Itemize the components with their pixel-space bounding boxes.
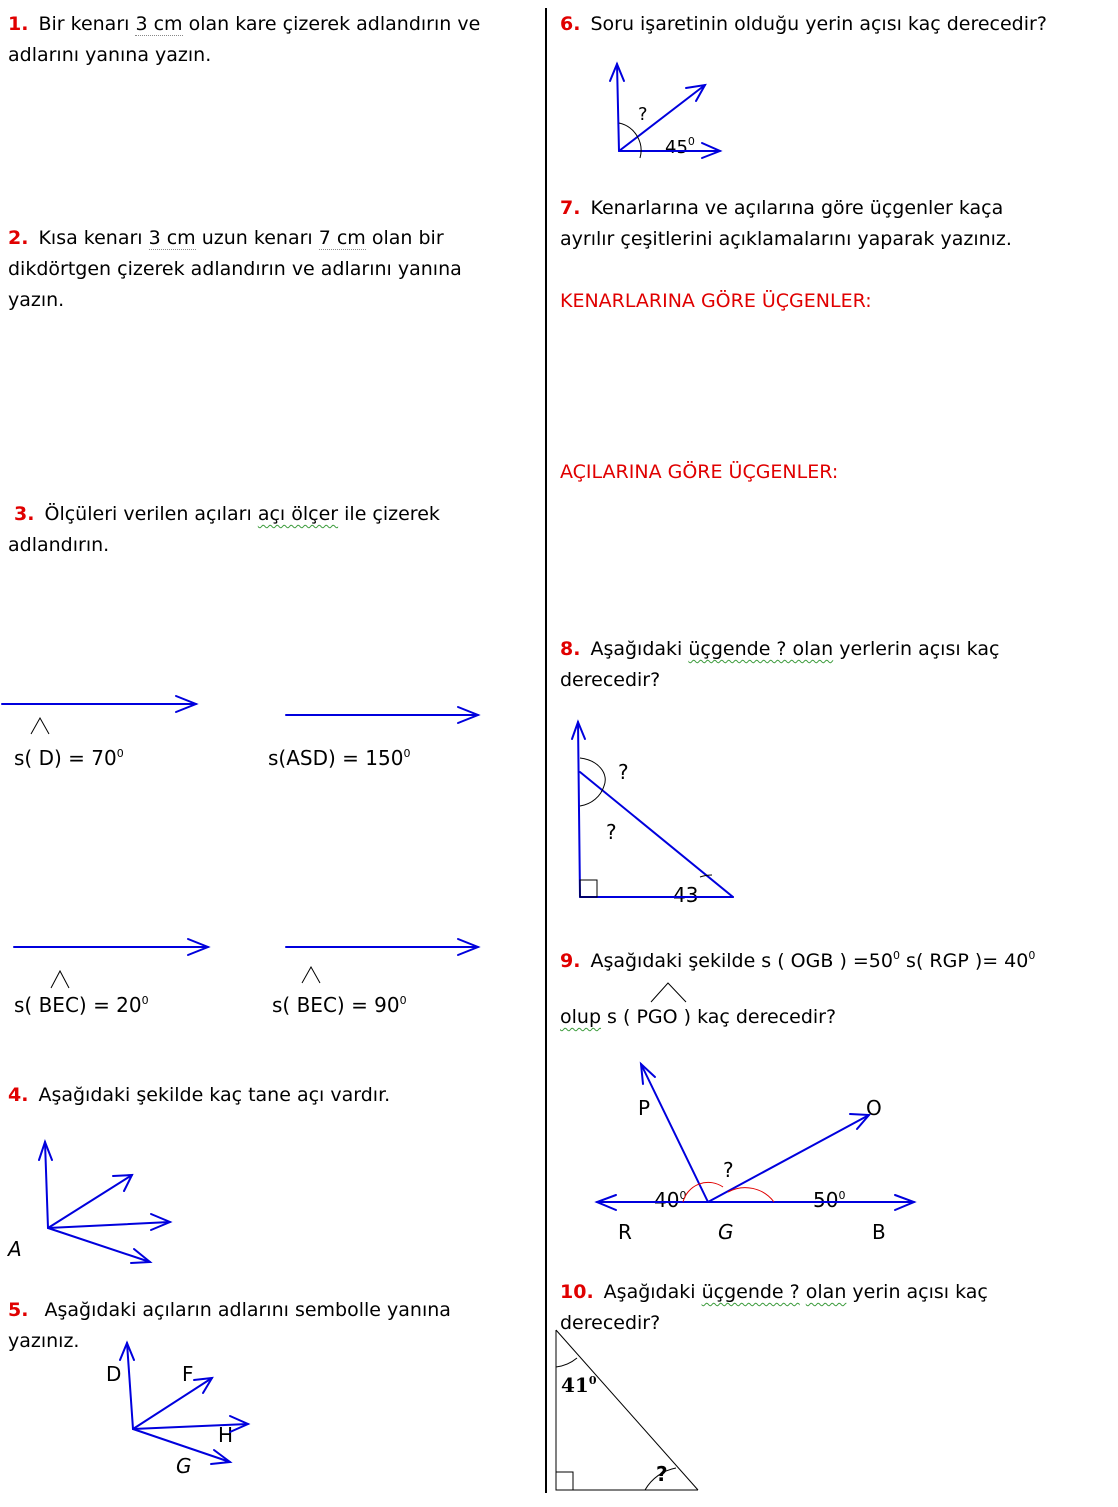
q9-angle-40: $40^0$ <box>654 1188 687 1212</box>
ray-q3-1 <box>2 696 196 712</box>
question-9-line2: olup s ( PGO ) kaç derecedir? <box>560 1006 837 1028</box>
angle-item-1: s( $D) = 70^0$ <box>14 746 124 770</box>
question-4: 4. Aşağıdaki şekilde kaç tane açı vardır. <box>8 1084 391 1106</box>
hat-q3-1 <box>31 718 49 734</box>
q8-arc-bottom <box>700 875 712 877</box>
q9-arc-right <box>728 1188 774 1202</box>
question-9: 9. Aşağıdaki şekilde s ( OGB ) $=50^0$ s( RGP )= $40^0$ <box>560 949 1036 972</box>
ray-q3-4 <box>286 939 478 955</box>
question-5: 5. Aşağıdaki açıların adlarını sembolle yanına yazınız. <box>8 1299 451 1352</box>
q10-triangle <box>556 1330 698 1490</box>
label-d: D <box>106 1362 122 1386</box>
q8-right-angle <box>580 880 597 897</box>
point-label-a: A <box>8 1237 22 1261</box>
q8-angle-label: 43 <box>673 883 699 907</box>
ray-q3-2 <box>286 707 478 723</box>
angle-item-4: s( $BEC) = 90^0$ <box>272 993 407 1017</box>
q9-angle-50: $50^0$ <box>813 1188 846 1212</box>
question-1: 1. Bir kenarı 3 cm olan kare çizerek adlandırın ve adlarını yanına yazın. <box>8 13 481 66</box>
q6-question-mark: ? <box>638 104 648 125</box>
label-r: R <box>618 1220 632 1244</box>
q8-question-mark-1: ? <box>618 760 629 784</box>
q9-question-mark: ? <box>723 1158 734 1182</box>
label-f: F <box>182 1362 194 1386</box>
heading-triangles-by-angles: AÇILARINA GÖRE ÜÇGENLER: <box>560 461 839 483</box>
q6-angle-label: $45^0$ <box>665 135 695 158</box>
hat-q9 <box>651 983 686 1002</box>
label-g-q9: G <box>718 1220 734 1244</box>
q5-angle-figure <box>120 1343 248 1464</box>
label-o: O <box>866 1096 882 1120</box>
q6-arc <box>619 123 641 158</box>
label-b: B <box>872 1220 886 1244</box>
question-8: 8. Aşağıdaki üçgende ? olan yerlerin açısı kaç derecedir? <box>560 638 1000 691</box>
ray-q3-3 <box>14 939 208 955</box>
label-p: P <box>638 1096 651 1120</box>
q4-angle-figure <box>39 1142 170 1263</box>
label-g: G <box>176 1454 192 1478</box>
question-7: 7. Kenarlarına ve açılarına göre üçgenler kaça ayrılır çeşitlerini açıklamalarını yaparak yazınız. <box>560 197 1012 250</box>
question-3: 3. Ölçüleri verilen açıları açı ölçer ile çizerek adlandırın. <box>8 503 440 556</box>
q8-question-mark-2: ? <box>606 820 617 844</box>
angle-item-3: s( $BEC) = 20^0$ <box>14 993 149 1017</box>
heading-triangles-by-sides: KENARLARINA GÖRE ÜÇGENLER: <box>560 290 872 312</box>
angle-item-2: $s(ASD) = 150^0$ <box>268 746 411 770</box>
q9-lines <box>597 1064 914 1210</box>
q10-angle-label: $41^0$ <box>561 1373 597 1397</box>
question-10: 10. Aşağıdaki üçgende ? olan yerin açısı kaç derecedir? <box>560 1281 988 1334</box>
q8-triangle <box>572 722 733 897</box>
question-6: 6. Soru işaretinin olduğu yerin açısı kaç derecedir? <box>560 13 1047 35</box>
question-2: 2. Kısa kenarı 3 cm uzun kenarı 7 cm olan bir dikdörtgen çizerek adlandırın ve adlarını yanına yazın. <box>8 227 462 311</box>
q6-angle-figure <box>610 64 720 158</box>
hat-q3-3 <box>51 971 69 988</box>
q10-question-mark: ? <box>656 1462 668 1486</box>
hat-q3-4 <box>302 967 320 983</box>
label-h: H <box>218 1423 234 1447</box>
